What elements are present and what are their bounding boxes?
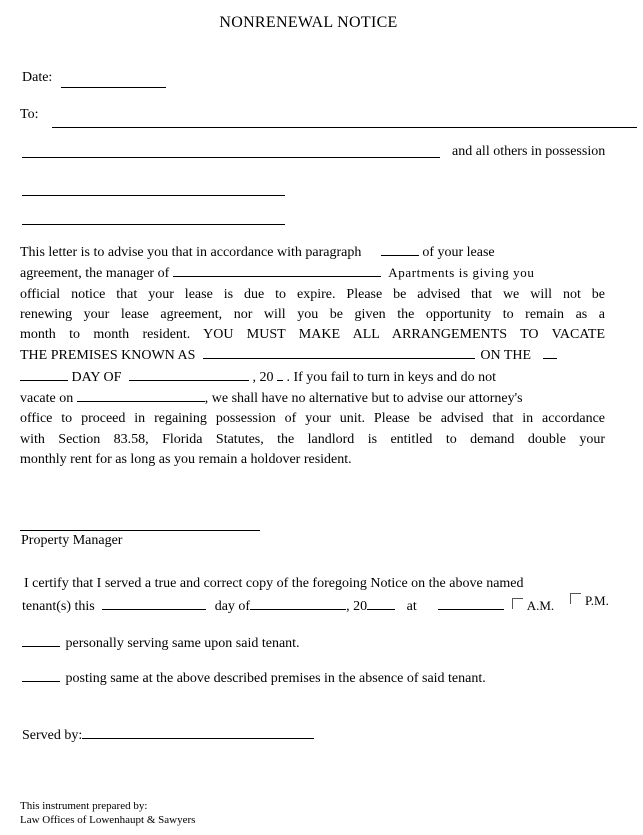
personal-service-field[interactable] xyxy=(22,633,60,647)
body-text: Apartments is giving you xyxy=(388,265,535,281)
to-label: To: xyxy=(20,107,39,122)
served-time-field[interactable] xyxy=(438,596,504,610)
body-text: agreement, the manager of xyxy=(20,266,170,282)
vacate-date-field[interactable] xyxy=(77,388,205,402)
body-text: office to proceed in regaining possession of your unit. Please be advised that in accordance xyxy=(20,411,605,427)
certify-text: , 20 xyxy=(346,599,368,614)
day-number-field[interactable] xyxy=(543,345,557,359)
body-text: with Section 83.58, Florida Statutes, the landlord is entitled to demand double your xyxy=(20,431,605,447)
notice-body xyxy=(20,242,605,470)
served-by-field[interactable] xyxy=(82,725,314,739)
posting-service-field[interactable] xyxy=(22,668,60,682)
body-text: monthly rent for as long as you remain a holdover resident. xyxy=(20,451,352,467)
body-text: This letter is to advise you that in accordance with paragraph xyxy=(20,245,362,260)
body-text: official notice that your lease is due to expire. Please be advised that we will not be xyxy=(20,286,605,302)
service-method-posting xyxy=(22,668,486,687)
pm-checkbox[interactable] xyxy=(570,593,581,604)
personal-service-text: personally serving same upon said tenant. xyxy=(65,636,300,651)
body-text: of your lease xyxy=(422,245,495,260)
manager-signature-line[interactable] xyxy=(20,530,260,531)
certify-text: at xyxy=(406,599,417,614)
certify-text: I certify that I served a true and correct copy of the foregoing Notice on the above named xyxy=(24,576,524,591)
am-checkbox[interactable] xyxy=(512,598,523,609)
date-label: Date: xyxy=(22,70,53,85)
body-text: , 20 xyxy=(252,369,274,385)
property-manager-label: Property Manager xyxy=(21,533,123,548)
pm-option xyxy=(570,593,609,609)
year-field[interactable] xyxy=(277,367,283,381)
body-text: renewing your lease agreement, nor will you be given the opportunity to remain as a xyxy=(20,306,605,322)
certify-text: tenant(s) this xyxy=(22,599,95,614)
body-text: . If you fail to turn in keys and do not xyxy=(286,369,497,385)
body-text: month to month resident. YOU MUST MAKE ALL ARRANGEMENTS TO VACATE xyxy=(20,327,605,343)
law-office-text: Law Offices of Lowenhaupt & Sawyers xyxy=(20,814,196,826)
posting-service-text: posting same at the above described premises in the absence of said tenant. xyxy=(65,671,486,686)
recipient-line-2[interactable] xyxy=(22,157,440,158)
served-year-field[interactable] xyxy=(367,596,395,610)
prepared-by-text: This instrument prepared by: xyxy=(20,800,148,812)
certify-text: day of xyxy=(214,599,251,614)
recipient-line-1[interactable] xyxy=(52,127,637,128)
served-by-row xyxy=(22,725,314,744)
body-text: ON THE xyxy=(480,348,532,364)
month-field[interactable] xyxy=(129,367,249,381)
certify-row xyxy=(22,596,554,615)
possession-text: and all others in possession xyxy=(452,144,606,159)
served-month-field[interactable] xyxy=(250,596,346,610)
body-text: THE PREMISES KNOWN AS xyxy=(20,348,196,364)
am-label: A.M. xyxy=(526,598,555,613)
service-method-personal xyxy=(22,633,300,652)
recipient-line-4[interactable] xyxy=(22,224,285,225)
document-title: NONRENEWAL NOTICE xyxy=(219,14,398,31)
body-text: DAY OF xyxy=(71,369,122,385)
body-text: , we shall have no alternative but to advise our attorney's xyxy=(204,391,523,407)
recipient-line-3[interactable] xyxy=(22,195,285,196)
served-day-field[interactable] xyxy=(102,596,206,610)
premises-address-field[interactable] xyxy=(203,345,475,359)
body-text: vacate on xyxy=(20,391,74,407)
day-number-field-2[interactable] xyxy=(20,367,68,381)
date-field[interactable] xyxy=(61,87,166,88)
paragraph-number-field[interactable] xyxy=(381,242,419,256)
served-by-label: Served by: xyxy=(22,728,83,743)
manager-name-field[interactable] xyxy=(173,263,381,277)
pm-label: P.M. xyxy=(585,593,609,608)
